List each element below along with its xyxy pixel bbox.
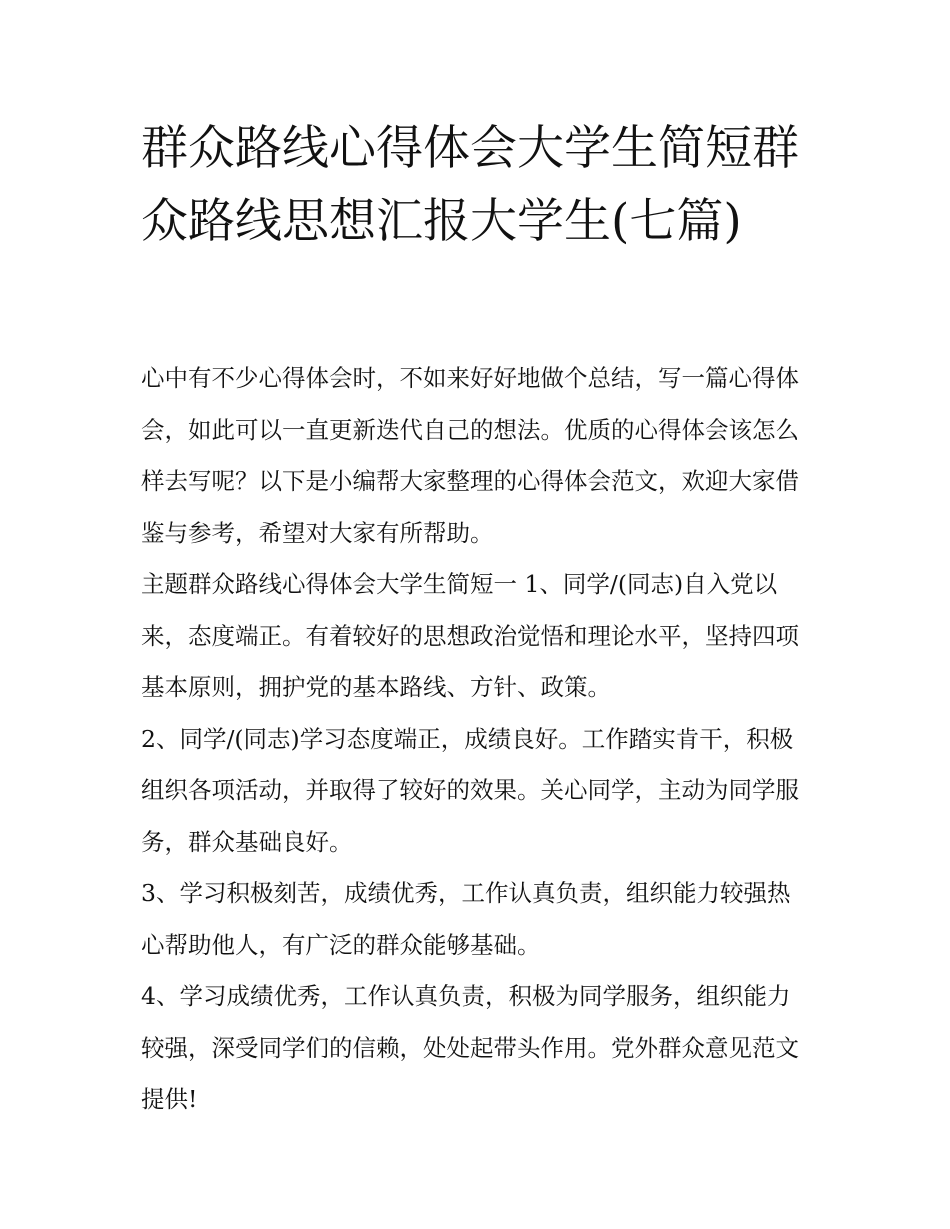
paragraph-item-2: 2、同学/(同志)学习态度端正，成绩良好。工作踏实肯干，积极组织各项活动，并取得了较好的效果。关心同学，主动为同学服务，群众基础良好。 [141,724,799,856]
paragraph-intro: 心中有不少心得体会时，不如来好好地做个总结，写一篇心得体会，如此可以一直更新迭代自己的想法。优质的心得体会该怎么样去写呢？以下是小编帮大家整理的心得体会范文，欢迎大家借鉴与参考，希望对大家有所帮助。 [141,364,799,547]
document-body [141,353,813,1126]
paragraph-item-3: 3、学习积极刻苦，成绩优秀，工作认真负责，组织能力较强热心帮助他人，有广泛的群众能够基础。 [141,879,791,959]
document-title: 群众路线心得体会大学生简短群众路线思想汇报大学生(七篇) [141,121,799,249]
paragraph-item-4: 4、学习成绩优秀，工作认真负责，积极为同学服务，组织能力较强，深受同学们的信赖，处处起带头作用。党外群众意见范文提供! [141,982,799,1113]
paragraph-item-1: 主题群众路线心得体会大学生简短一 1、同学/(同志)自入党以来，态度端正。有着较好的思想政治觉悟和理论水平，坚持四项基本原则，拥护党的基本路线、方针、政策。 [141,570,799,701]
